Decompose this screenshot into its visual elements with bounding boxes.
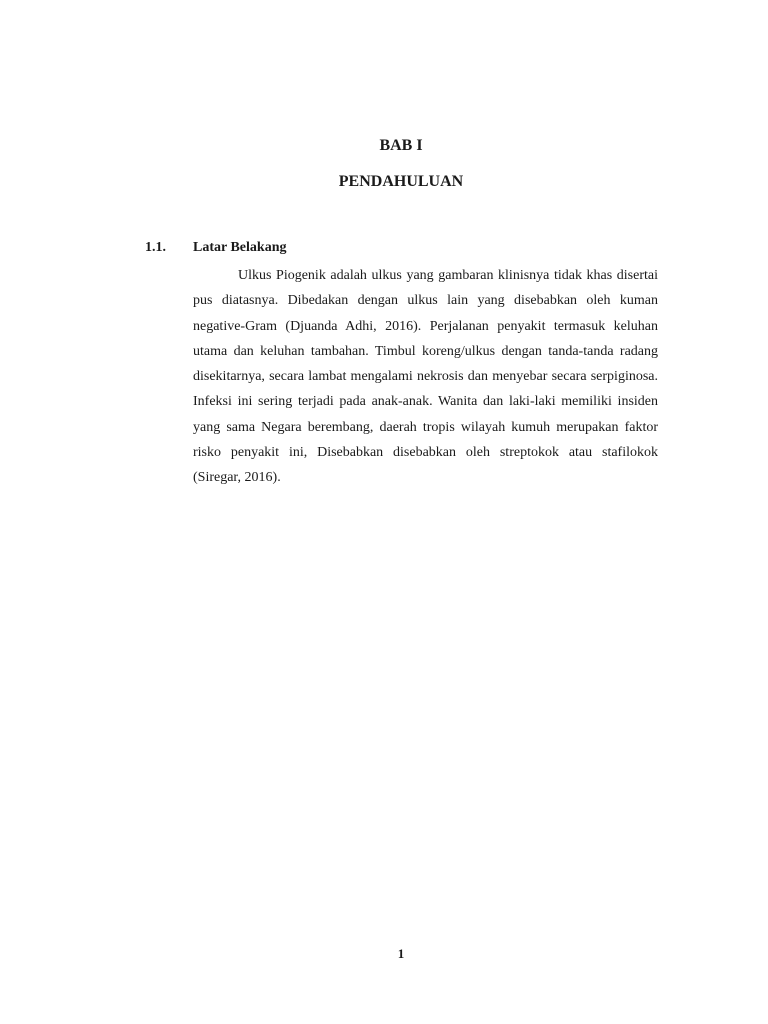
section-title: Latar Belakang [193, 240, 287, 255]
body-paragraph: Ulkus Piogenik adalah ulkus yang gambaran klinisnya tidak khas disertai pus diatasnya. Dibedakan dengan ulkus lain yang disebabkan oleh kuman negative-Gram (Djuanda Adhi, 2016). Perjalanan penyakit termasuk keluhan utama dan keluhan tambahan. Timbul koreng/ulkus dengan tanda-tanda radang disekitarnya, secara lambat mengalami nekrosis dan menyebar secara serpiginosa. Infeksi ini sering terjadi pada anak-anak. Wanita dan laki-laki memiliki insiden yang sama Negara berembang, daerah tropis wilayah kumuh merupakan faktor risko penyakit ini, Disebabkan disebabkan oleh streptokok atau stafilokok (Siregar, 2016). [193, 268, 658, 486]
section-heading [145, 240, 286, 256]
page-number: 1 [397, 946, 405, 961]
section-number: 1.1. [145, 240, 166, 255]
chapter-title: PENDAHULUAN [338, 173, 464, 190]
chapter-number: BAB I [379, 137, 423, 154]
